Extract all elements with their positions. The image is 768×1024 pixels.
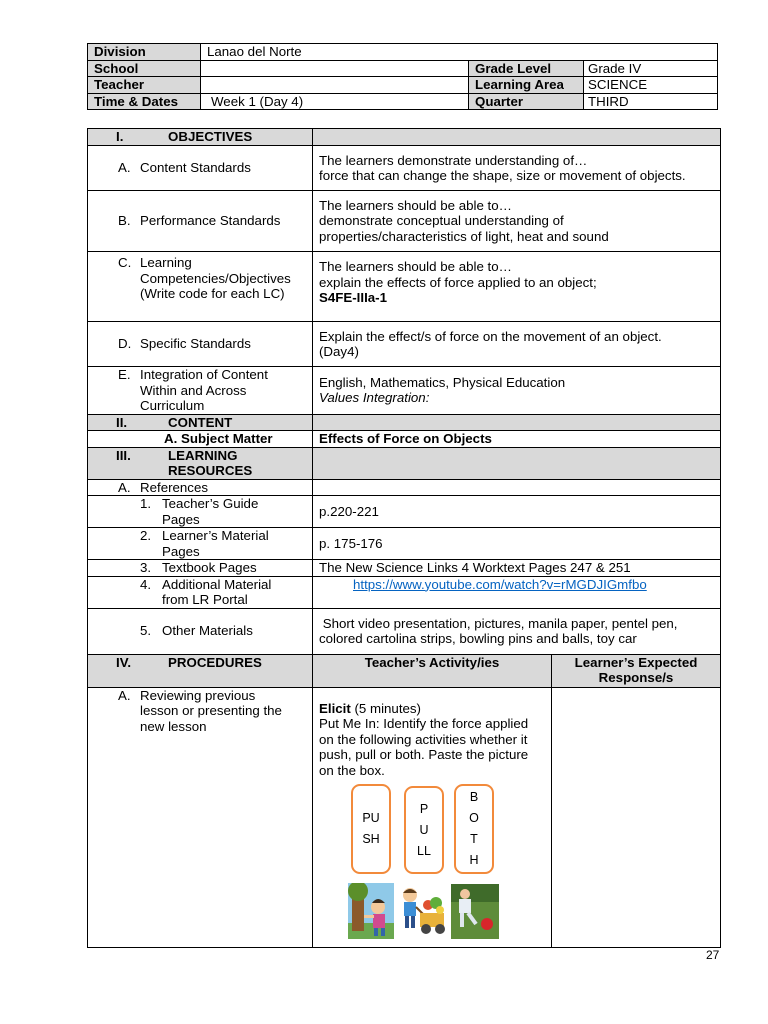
pull-box[interactable]: P U LL — [404, 786, 444, 874]
textbook-label: 3. Textbook Pages — [88, 560, 313, 577]
lc-code: S4FE-IIIa-1 — [319, 290, 387, 305]
learner-response-cell — [552, 687, 721, 947]
picture-pushing-tree[interactable] — [348, 883, 394, 939]
performance-standards-value: The learners should be able to… demonstrate conceptual understanding of properties/characteristics of light, heat and sound — [313, 191, 721, 252]
reviewing-lesson-label: A. Reviewing previous lesson or presenting the new lesson — [88, 687, 313, 947]
learners-material-value: p. 175-176 — [313, 528, 721, 560]
other-materials-value: Short video presentation, pictures, manila paper, pentel pen, colored cartolina strips, bowling pins and balls, toy car — [313, 608, 721, 654]
references-label: A. References — [88, 479, 313, 496]
procedures-heading: IV. PROCEDURES — [88, 654, 313, 687]
grade-value: Grade IV — [584, 60, 718, 77]
learners-material-label: 2. Learner’s Material Pages — [88, 528, 313, 560]
school-label: School — [88, 60, 201, 77]
picture-pulling-cart[interactable] — [398, 883, 446, 939]
elicit-activity: Elicit (5 minutes) Put Me In: Identify the force applied on the following activities whether it push, pull or both. Paste the picture on the box. — [313, 687, 552, 947]
header-table — [87, 43, 718, 110]
quarter-value: THIRD — [584, 93, 718, 110]
content-heading: II. CONTENT — [88, 414, 313, 431]
grade-label: Grade Level — [469, 60, 584, 77]
youtube-link[interactable]: https://www.youtube.com/watch?v=rMGDJIGmfbo — [353, 576, 647, 592]
teachers-guide-label: 1. Teacher’s Guide Pages — [88, 496, 313, 528]
teachers-guide-value: p.220-221 — [313, 496, 721, 528]
textbook-value: The New Science Links 4 Worktext Pages 247 & 251 — [313, 560, 721, 577]
content-standards-value: The learners demonstrate understanding of… force that can change the shape, size or movement of objects. — [313, 146, 721, 191]
division-value: Lanao del Norte — [201, 44, 718, 61]
subject-matter-label: A. Subject Matter — [88, 431, 313, 448]
push-box[interactable]: PU SH — [351, 784, 391, 874]
area-value: SCIENCE — [584, 77, 718, 94]
competencies-value: The learners should be able to… explain the effects of force applied to an object; S4FE-IIIa-1 — [313, 252, 721, 322]
integration-value: English, Mathematics, Physical Education Values Integration: — [313, 367, 721, 415]
other-materials-label: 5. Other Materials — [88, 608, 313, 654]
time-label: Time & Dates — [88, 93, 201, 110]
quarter-label: Quarter — [469, 93, 584, 110]
competencies-label: C. Learning Competencies/Objectives (Write code for each LC) — [88, 252, 313, 322]
both-box[interactable]: B O T H — [454, 784, 494, 874]
performance-standards-label: B. Performance Standards — [88, 191, 313, 252]
objectives-heading: I. OBJECTIVES — [88, 129, 313, 146]
school-value — [201, 60, 469, 77]
teacher-value — [201, 77, 469, 94]
content-standards-label: A. Content Standards — [88, 146, 313, 191]
resources-heading: III. LEARNING RESOURCES — [88, 447, 313, 479]
area-label: Learning Area — [469, 77, 584, 94]
specific-standards-value: Explain the effect/s of force on the movement of an object. (Day4) — [313, 322, 721, 367]
teacher-activity-header: Teacher’s Activity/ies — [313, 654, 552, 687]
picture-kicking-ball[interactable] — [451, 884, 499, 939]
division-label: Division — [88, 44, 201, 61]
subject-matter-value: Effects of Force on Objects — [313, 431, 721, 448]
additional-material-label: 4. Additional Material from LR Portal — [88, 576, 313, 608]
learner-response-header: Learner’s Expected Response/s — [552, 654, 721, 687]
integration-label: E. Integration of Content Within and Across Curriculum — [88, 367, 313, 415]
teacher-label: Teacher — [88, 77, 201, 94]
specific-standards-label: D. Specific Standards — [88, 322, 313, 367]
time-value: Week 1 (Day 4) — [201, 93, 469, 110]
page-number: 27 — [706, 948, 720, 962]
additional-material-value — [313, 576, 721, 608]
